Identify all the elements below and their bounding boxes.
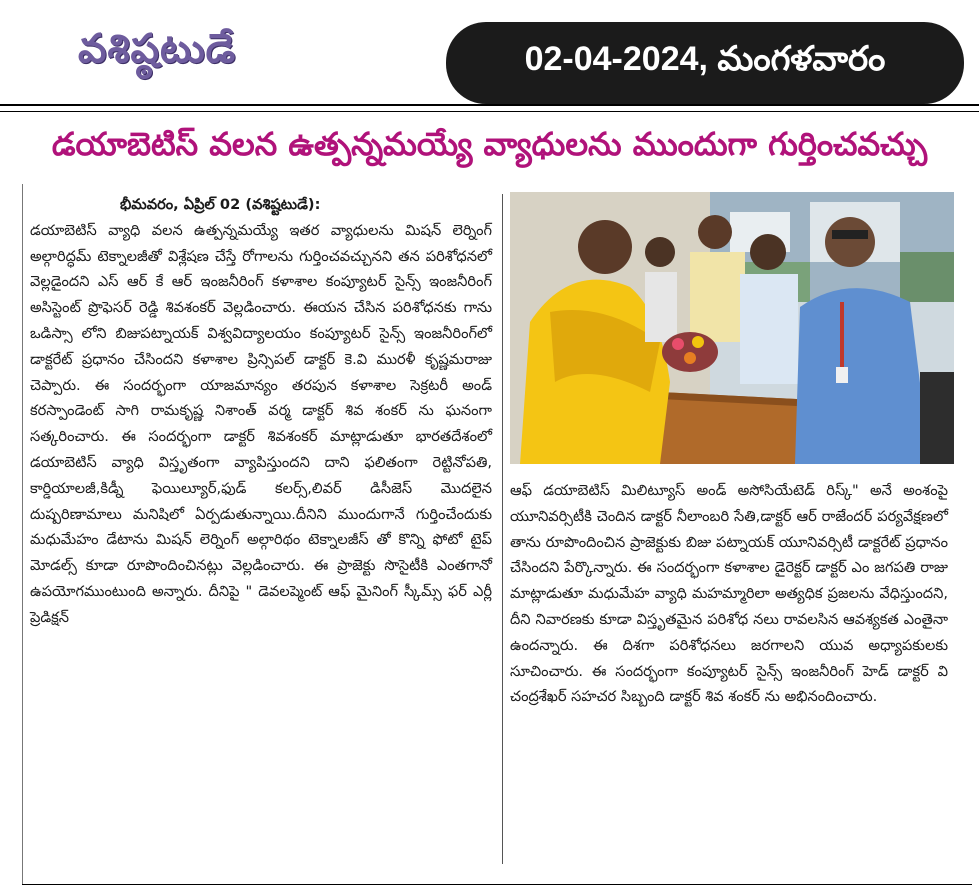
masthead bbox=[0, 0, 979, 104]
masthead-rule bbox=[0, 104, 979, 106]
article-headline: డయాబెటిస్ వలన ఉత్పన్నమయ్యే వ్యాధులను ముందుగా గుర్తించవచ్చు bbox=[51, 125, 928, 163]
date-plate: 02-04-2024, మంగళవారం bbox=[446, 22, 964, 104]
article-body-right: ఆఫ్ డయాబెటిస్ మిలిట్యూస్ అండ్ అసోసియేటెడ్ రిస్క్" అనే అంశంపై యూనివర్సిటీకి చెందిన డాక్టర్ నీలాంబరి సేతి,డాక్టర్ ఆర్ రాజేందర్ పర్యవేక్షణలో తాను రూపొందించిన ప్రాజెక్టుకు బిజు పట్నాయక్ యూనివర్సిటీ డాక్టరేట్ ప్రధానం చేసిందని పేర్కొన్నారు. ఈ సందర్భంగా కళాశాల డైరెక్టర్ డాక్టర్ ఎం జగపతి రాజు మాట్లాడుతూ మధుమేహ వ్యాధి మహమ్మారిలా అత్యధిక ప్రజలను వేధిస్తుందని, దీని నివారణకు కూడా విస్తృతమైన పరిశోధ నలు రావలసిన ఆవశ్యకత ఎంతైనా ఉందన్నారు. ఈ దిశగా పరిశోధనలు జరగాలని యువ అధ్యాపకులకు సూచించారు. ఈ సందర్భంగా కంప్యూటర్ సైన్స్ ఇంజనీరింగ్ హెడ్ డాక్టర్ వి చంద్రశేఖర్ సహచర సిబ్బంది డాక్టర్ శివ శంకర్ ను అభినందించారు. bbox=[510, 482, 948, 706]
masthead-rule-thin bbox=[0, 111, 979, 112]
article-body-left: డయాబెటిస్ వ్యాధి వలన ఉత్పన్నమయ్యే ఇతర వ్యాధులను మిషన్ లెర్నింగ్ అల్గారిద్ధమ్ టెక్నాలజీతో విశ్లేషణ చేస్తే రోగాలను గుర్తించవచ్చునని తన పరిశోధనలో వెల్లడైందని ఎస్ ఆర్ కే ఆర్ ఇంజనీరింగ్ కళాశాల కంప్యూటర్ సైన్స్ ఇంజనీరింగ్ అసిస్టెంట్ ప్రొఫెసర్ రెడ్డి శివశంకర్ వెల్లడించారు. ఈయన చేసిన పరిశోధనకు గాను ఒడిస్సా లోని బిజుపట్నాయక్ విశ్వవిద్యాలయం కంప్యూటర్ సైన్స్ ఇంజనీరింగ్‌లో డాక్టరేట్ ప్రధానం చేసిందని కళాశాల ప్రిన్సిపల్ డాక్టర్ కె.వి మురళీ కృష్ణమరాజు చెప్పారు. ఈ సందర్భంగా యాజమాన్యం తరపున కళాశాల సెక్రటరీ అండ్ కరస్పాండెంట్ సాగి రామకృష్ణ నిశాంత్ వర్మ డాక్టర్ శివ శంకర్ ను ఘనంగా సత్కరించారు. ఈ సందర్భంగా డాక్టర్ శివశంకర్ మాట్లాడుతూ భారతదేశంలో డయాబెటిస్ వ్యాధి విస్తృతంగా వ్యాపిస్తుందని దాని ఫలితంగా రెట్టినోపతి, కార్డియాలజీ,కిడ్నీ ఫెయిల్యూర్,ఫుడ్ కలర్స్,లివర్ డిసీజెస్ మొదలైన దుష్పరిణామాలు మనిషిలో ఏర్పడుతున్నాయి.దీనిని ముందుగానే గుర్తించేందుకు మధుమేహం డేటాను మిషన్ లెర్నింగ్ అల్గారిథం టెక్నాలజీస్ తో కొన్ని ఫోటో టైప్ మోడల్స్ కూడా రూపొందించినట్లు వెల్లడించారు. ఈ ప్రాజెక్టు సొసైటీకి ఎంతగానో ఉపయోగముంటుంది అన్నారు. దీనిపై " డెవలప్మెంట్ ఆఫ్ మైనింగ్ స్కీమ్స్ ఫర్ ఎర్లీ ప్రెడిక్షన్ bbox=[30, 221, 492, 626]
photo-illustration bbox=[510, 192, 954, 464]
felicitation-photo bbox=[510, 192, 954, 464]
frame-bottom-rule bbox=[22, 884, 972, 885]
newspaper-logo: వశిష్ఠటుడే bbox=[78, 26, 237, 72]
column-divider bbox=[502, 194, 503, 864]
article-dateline: భీమవరం, ఏప్రిల్ 02 (వశిష్టటుడే): bbox=[120, 196, 321, 213]
frame-left-rule bbox=[22, 184, 23, 884]
article-right-column bbox=[510, 478, 948, 710]
article-left-column bbox=[30, 192, 492, 631]
